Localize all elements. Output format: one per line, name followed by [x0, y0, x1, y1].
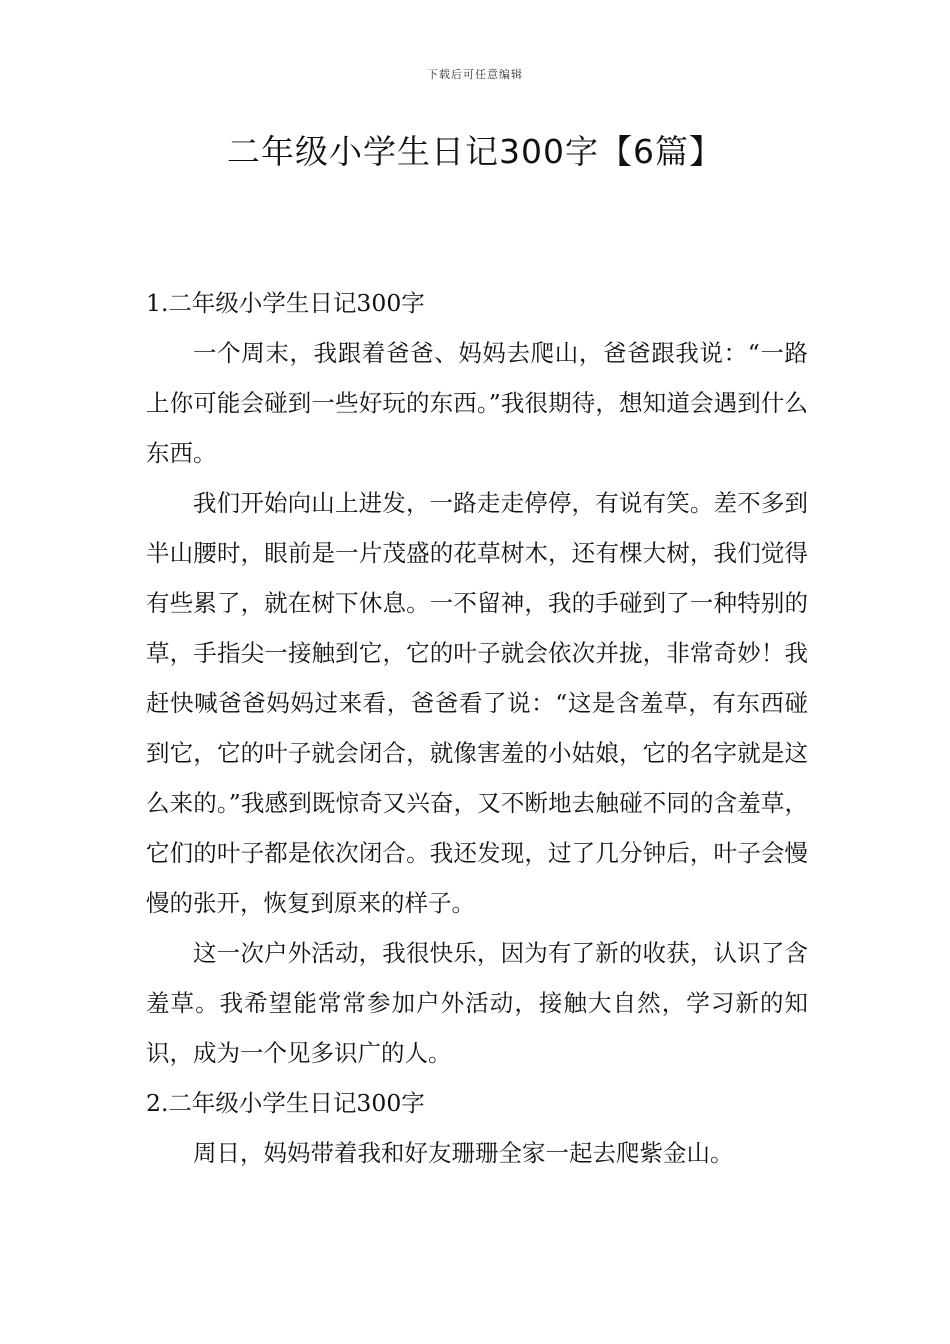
body-paragraph: 我们开始向山上进发，一路走走停停，有说有笑。差不多到半山腰时，眼前是一片茂盛的花草树木，还有棵大树，我们觉得有些累了，就在树下休息。一不留神，我的手碰到了一种特别的草，手指尖一接触到它，它的叶子就会依次并拢，非常奇妙！我赶快喊爸爸妈妈过来看，爸爸看了说：“这是含羞草，有东西碰到它，它的叶子就会闭合，就像害羞的小姑娘，它的名字就是这么来的。”我感到既惊奇又兴奋，又不断地去触碰不同的含羞草，它们的叶子都是依次闭合。我还发现，过了几分钟后，叶子会慢慢的张开，恢复到原来的样子。	[146, 489, 808, 917]
section-heading: 1.二年级小学生日记300字	[146, 289, 425, 317]
diary-section-1	[146, 278, 808, 1078]
header-note: 下载后可任意编辑	[427, 68, 523, 81]
section-heading: 2.二年级小学生日记300字	[146, 1089, 425, 1117]
diary-section-2	[146, 1078, 808, 1178]
document-title: 二年级小学生日记300字【6篇】	[227, 132, 723, 171]
body-paragraph: 周日，妈妈带着我和好友珊珊全家一起去爬紫金山。	[193, 1139, 734, 1167]
document-body	[146, 278, 808, 1178]
body-paragraph: 这一次户外活动，我很快乐，因为有了新的收获，认识了含羞草。我希望能常常参加户外活动，接触大自然，学习新的知识，成为一个见多识广的人。	[146, 939, 808, 1067]
body-paragraph: 一个周末，我跟着爸爸、妈妈去爬山，爸爸跟我说：“一路上你可能会碰到一些好玩的东西。”我很期待，想知道会遇到什么东西。	[146, 339, 808, 467]
